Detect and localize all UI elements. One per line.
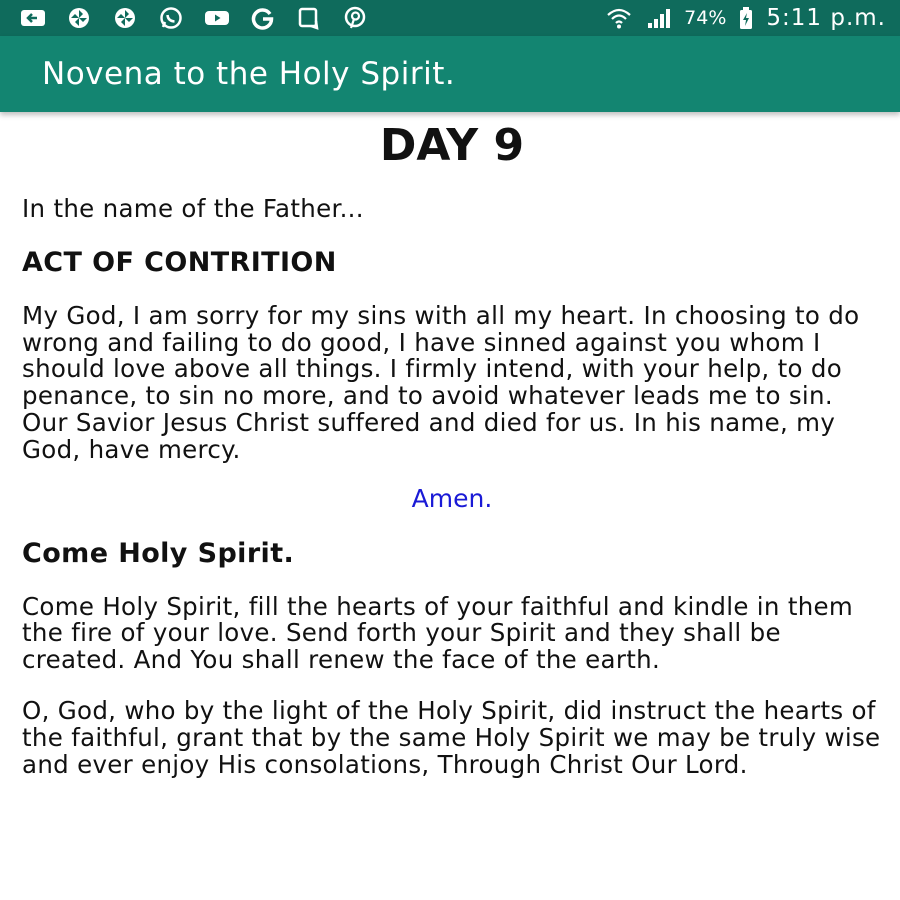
whatsapp-icon — [156, 5, 186, 31]
opening-line: In the name of the Father... — [22, 194, 364, 223]
pinwheel-icon — [110, 5, 140, 31]
back-arrow-icon — [18, 5, 48, 31]
system-status — [604, 5, 886, 31]
come-holy-spirit-text: Come Holy Spirit, fill the hearts of your faithful and kindle in them the fire of your love. Send forth your Spirit and they shall be created. And You shall renew the face of the earth. — [22, 591, 854, 675]
battery-percent: 74% — [684, 7, 727, 29]
novena-content[interactable] — [22, 112, 882, 900]
notification-icons — [18, 5, 370, 31]
app-bar — [0, 36, 900, 112]
act-of-contrition-heading: ACT OF CONTRITION — [22, 246, 337, 278]
amen-text: Amen. — [411, 483, 493, 513]
pinterest-icon — [340, 5, 370, 31]
youtube-icon — [202, 5, 232, 31]
google-icon — [248, 5, 278, 31]
screen-icon — [294, 5, 324, 31]
act-of-contrition-text: My God, I am sorry for my sins with all my heart. In choosing to do wrong and failing to do good, I have sinned against you whom I should love above all things. I firmly intend, with your help, to do penance, to sin no more, and to avoid whatever leads me to sin. Our Savior Jesus Christ suffered and died for us. In his name, my God, have mercy. — [22, 300, 860, 464]
app-title: Novena to the Holy Spirit. — [42, 56, 456, 92]
day-title: DAY 9 — [379, 120, 525, 171]
pinwheel-icon — [64, 5, 94, 31]
closing-prayer-text: O, God, who by the light of the Holy Spirit, did instruct the hearts of the faithful, grant that by the same Holy Spirit we may be truly wise and ever enjoy His consolations, Through Christ Our Lord. — [22, 695, 881, 779]
wifi-icon — [604, 5, 634, 31]
signal-icon — [644, 5, 674, 31]
clock: 5:11 p.m. — [766, 5, 886, 31]
come-holy-spirit-heading: Come Holy Spirit. — [22, 537, 295, 569]
battery-icon — [736, 5, 756, 31]
status-bar — [0, 0, 900, 36]
